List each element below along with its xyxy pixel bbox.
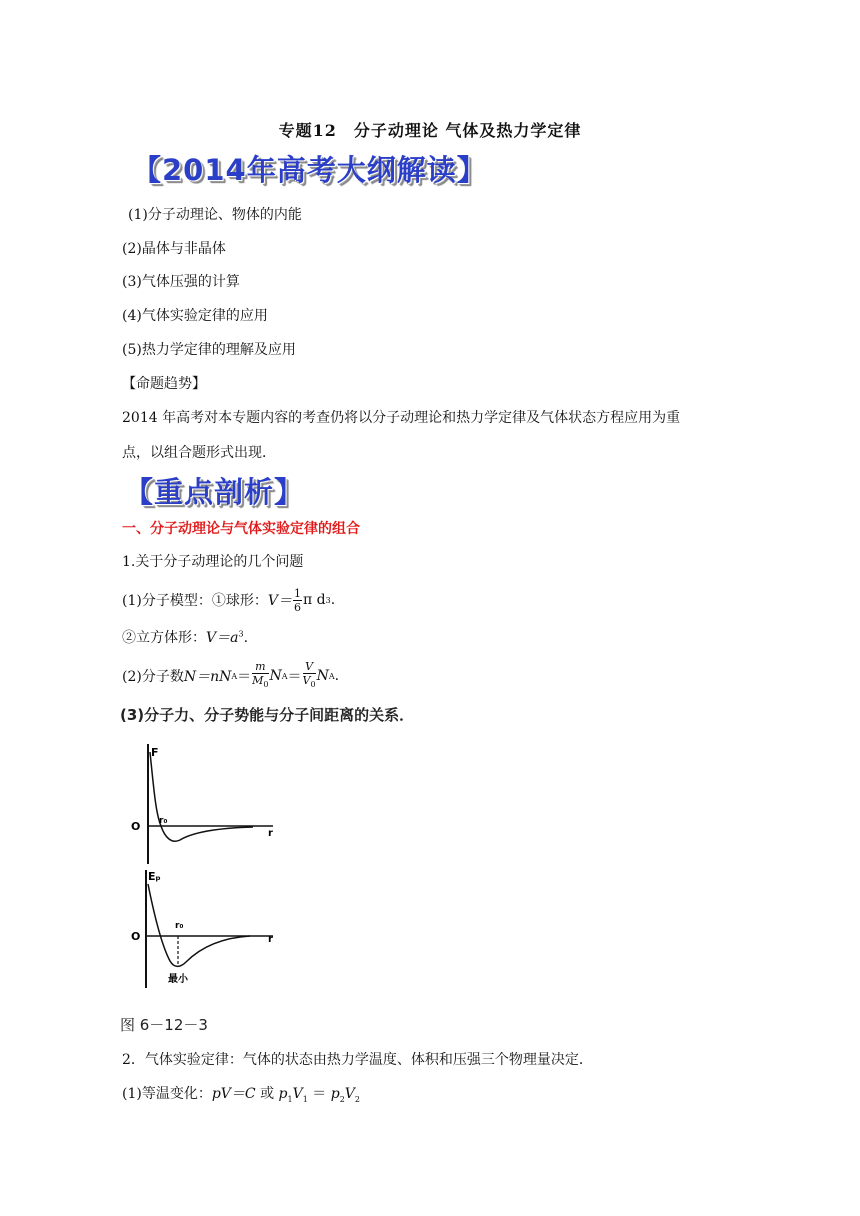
- syllabus-item-2: (2)晶体与非晶体: [122, 241, 226, 257]
- section-1-title: 一、分子动理论与气体实验定律的组合: [122, 521, 360, 537]
- x-axis-label: r: [268, 934, 273, 945]
- potential-curve: [148, 884, 250, 966]
- page-title: 专题12 分子动理论 气体及热力学定律: [278, 121, 582, 140]
- x-axis-label: r: [268, 828, 273, 839]
- molecule-count-formula: (2)分子数 N＝nN A ＝ $\frac{m}{M_0}$ N A ＝ $\frac{V}{V_0}$ N A .: [122, 660, 340, 690]
- y-axis-label: F: [151, 746, 159, 759]
- min-label: 最小: [168, 974, 188, 985]
- item-1-heading: 1.关于分子动理论的几个问题: [122, 554, 304, 570]
- isothermal-formula: (1)等温变化：pV＝C 或 $p_1V_1 = p_2V_2$: [122, 1086, 361, 1104]
- syllabus-item-5: (5)热力学定律的理解及应用: [122, 342, 296, 358]
- force-distance-graph: [128, 742, 278, 867]
- cube-model-formula: ②立方体形：$V=a^3$.: [122, 629, 249, 646]
- syllabus-item-1: (1)分子动理论、物体的内能: [128, 207, 302, 223]
- molecule-model-formula: (1)分子模型：①球形： V＝ $\frac{1}{6}$ π d 3 .: [122, 586, 336, 614]
- syllabus-item-3: (3)气体压强的计算: [122, 274, 240, 290]
- origin-label: O: [131, 820, 141, 833]
- figure-caption: 图 6－12－3: [120, 1016, 208, 1034]
- item-1-3-heading: (3)分子力、分子势能与分子间距离的关系．: [120, 706, 415, 724]
- potential-energy-graph: [128, 866, 278, 991]
- banner-key-analysis: 【重点剖析】: [124, 475, 305, 509]
- force-curve: [150, 752, 253, 841]
- origin-label: O: [131, 930, 141, 943]
- trend-heading: 【命题趋势】: [122, 376, 206, 392]
- syllabus-item-4: (4)气体实验定律的应用: [122, 308, 268, 324]
- y-axis-label: Eₚ: [148, 870, 161, 883]
- fraction-one-sixth: $\frac{1}{6}$: [293, 586, 301, 614]
- r0-label: r₀: [175, 921, 184, 931]
- banner-syllabus-heading: 【2014年高考大纲解读】: [132, 153, 487, 187]
- trend-text-line-2: 点，以组合题形式出现．: [122, 445, 276, 461]
- item-2-heading: 2．气体实验定律：气体的状态由热力学温度、体积和压强三个物理量决定．: [122, 1052, 593, 1068]
- fraction-m-over-m0: $\frac{m}{M_0}$: [252, 660, 269, 690]
- fraction-v-over-v0: $\frac{V}{V_0}$: [302, 660, 316, 690]
- r0-label: r₀: [159, 816, 168, 826]
- trend-text-line-1: 2014 年高考对本专题内容的考查仍将以分子动理论和热力学定律及气体状态方程应用为重: [122, 410, 681, 426]
